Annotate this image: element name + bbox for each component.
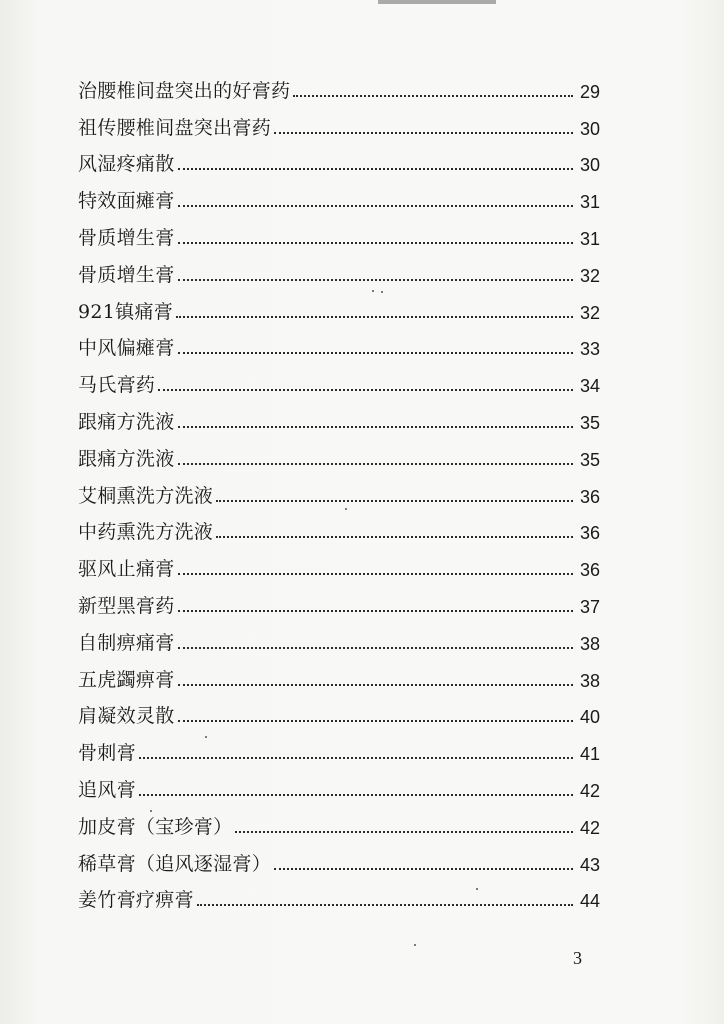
toc-entry bbox=[78, 837, 600, 874]
toc-entry-page: 42 bbox=[579, 817, 600, 838]
toc-entry bbox=[78, 469, 600, 506]
toc-entry-title: 肩凝效灵散 bbox=[78, 705, 175, 728]
toc-dot-leader bbox=[139, 757, 573, 759]
toc-entry-page: 41 bbox=[579, 744, 600, 765]
toc-dot-leader bbox=[178, 242, 573, 244]
toc-entry bbox=[78, 322, 600, 359]
toc-entry-title: 姜竹膏疗痹膏 bbox=[78, 889, 194, 912]
toc-dot-leader bbox=[178, 352, 573, 354]
toc-entry-title: 五虎蠲痹膏 bbox=[78, 668, 175, 691]
toc-entry-page: 37 bbox=[579, 596, 600, 617]
toc-entry bbox=[78, 653, 600, 690]
toc-entry bbox=[78, 690, 600, 727]
toc-entry-title: 骨质增生膏 bbox=[78, 226, 175, 249]
toc-entry bbox=[78, 763, 600, 800]
toc-dot-leader bbox=[216, 500, 573, 502]
toc-entry-title: 跟痛方洗液 bbox=[78, 410, 175, 433]
toc-dot-leader bbox=[216, 536, 573, 538]
toc-entry-page: 30 bbox=[579, 155, 600, 176]
toc-dot-leader bbox=[274, 132, 573, 134]
toc-entry-title: 马氏膏药 bbox=[78, 374, 156, 397]
toc-dot-leader bbox=[178, 279, 573, 281]
toc-entry-title: 治腰椎间盘突出的好膏药 bbox=[78, 79, 291, 102]
toc-entry-page: 35 bbox=[579, 412, 600, 433]
toc-entry bbox=[78, 506, 600, 543]
toc-entry-page: 38 bbox=[579, 633, 600, 654]
toc-entry-title: 骨刺膏 bbox=[78, 742, 136, 765]
toc-entry-title: 中风偏瘫膏 bbox=[78, 337, 175, 360]
toc-entry bbox=[78, 138, 600, 175]
toc-entry bbox=[78, 395, 600, 432]
table-of-contents bbox=[78, 64, 600, 910]
toc-entry-title: 艾桐熏洗方洗液 bbox=[78, 484, 214, 507]
toc-dot-leader bbox=[178, 168, 573, 170]
toc-entry bbox=[78, 248, 600, 285]
toc-entry-page: 42 bbox=[579, 780, 600, 801]
toc-entry bbox=[78, 542, 600, 579]
toc-dot-leader bbox=[178, 684, 573, 686]
toc-dot-leader bbox=[178, 647, 573, 649]
scan-speck bbox=[476, 888, 478, 890]
toc-entry bbox=[78, 64, 600, 101]
toc-entry-title: 特效面瘫膏 bbox=[78, 190, 175, 213]
scan-speck bbox=[372, 290, 374, 292]
toc-dot-leader bbox=[178, 426, 573, 428]
toc-entry-title: 风湿疼痛散 bbox=[78, 153, 175, 176]
toc-entry-title: 骨质增生膏 bbox=[78, 263, 175, 286]
scan-speck bbox=[150, 810, 152, 812]
toc-entry-title: 自制痹痛膏 bbox=[78, 631, 175, 654]
toc-entry-page: 34 bbox=[579, 376, 600, 397]
toc-entry bbox=[78, 874, 600, 911]
toc-dot-leader bbox=[235, 831, 573, 833]
toc-dot-leader bbox=[178, 610, 573, 612]
toc-dot-leader bbox=[139, 794, 573, 796]
toc-entry-title: 加皮膏（宝珍膏） bbox=[78, 815, 233, 838]
toc-dot-leader bbox=[158, 389, 573, 391]
toc-entry-page: 40 bbox=[579, 707, 600, 728]
scan-speck bbox=[345, 508, 347, 510]
scan-edge-mark bbox=[378, 0, 496, 4]
toc-entry-title: 驱风止痛膏 bbox=[78, 558, 175, 581]
toc-dot-leader bbox=[176, 316, 573, 318]
toc-entry-page: 44 bbox=[579, 891, 600, 912]
toc-entry-page: 30 bbox=[579, 118, 600, 139]
page-number: 3 bbox=[573, 948, 582, 968]
toc-entry bbox=[78, 174, 600, 211]
toc-entry-title: 稀草膏（追风逐湿膏） bbox=[78, 852, 272, 875]
toc-entry-page: 36 bbox=[579, 523, 600, 544]
toc-entry-title: 祖传腰椎间盘突出膏药 bbox=[78, 116, 272, 139]
toc-entry-title: 921镇痛膏 bbox=[78, 300, 174, 323]
toc-dot-leader bbox=[293, 95, 573, 97]
toc-entry-page: 36 bbox=[579, 486, 600, 507]
scan-speck bbox=[381, 291, 383, 293]
toc-entry-page: 38 bbox=[579, 670, 600, 691]
toc-entry-page: 29 bbox=[579, 81, 600, 102]
toc-entry bbox=[78, 285, 600, 322]
toc-entry-page: 33 bbox=[579, 339, 600, 360]
toc-dot-leader bbox=[274, 868, 573, 870]
toc-dot-leader bbox=[197, 904, 573, 906]
toc-entry bbox=[78, 211, 600, 248]
toc-entry-page: 32 bbox=[579, 302, 600, 323]
toc-entry bbox=[78, 358, 600, 395]
toc-entry-page: 36 bbox=[579, 560, 600, 581]
toc-entry-page: 31 bbox=[579, 192, 600, 213]
toc-entry bbox=[78, 101, 600, 138]
toc-dot-leader bbox=[178, 205, 573, 207]
toc-entry bbox=[78, 800, 600, 837]
toc-entry-page: 31 bbox=[579, 228, 600, 249]
toc-dot-leader bbox=[178, 463, 573, 465]
toc-entry-page: 43 bbox=[579, 854, 600, 875]
toc-entry bbox=[78, 616, 600, 653]
toc-entry bbox=[78, 579, 600, 616]
toc-entry-title: 追风膏 bbox=[78, 778, 136, 801]
toc-entry bbox=[78, 726, 600, 763]
toc-dot-leader bbox=[178, 573, 573, 575]
toc-entry-page: 35 bbox=[579, 449, 600, 470]
toc-entry-page: 32 bbox=[579, 265, 600, 286]
scan-speck bbox=[414, 944, 416, 946]
toc-entry-title: 中药熏洗方洗液 bbox=[78, 521, 214, 544]
scan-speck bbox=[205, 736, 207, 738]
toc-entry-title: 新型黑膏药 bbox=[78, 594, 175, 617]
toc-entry-title: 跟痛方洗液 bbox=[78, 447, 175, 470]
toc-dot-leader bbox=[178, 720, 573, 722]
toc-entry bbox=[78, 432, 600, 469]
